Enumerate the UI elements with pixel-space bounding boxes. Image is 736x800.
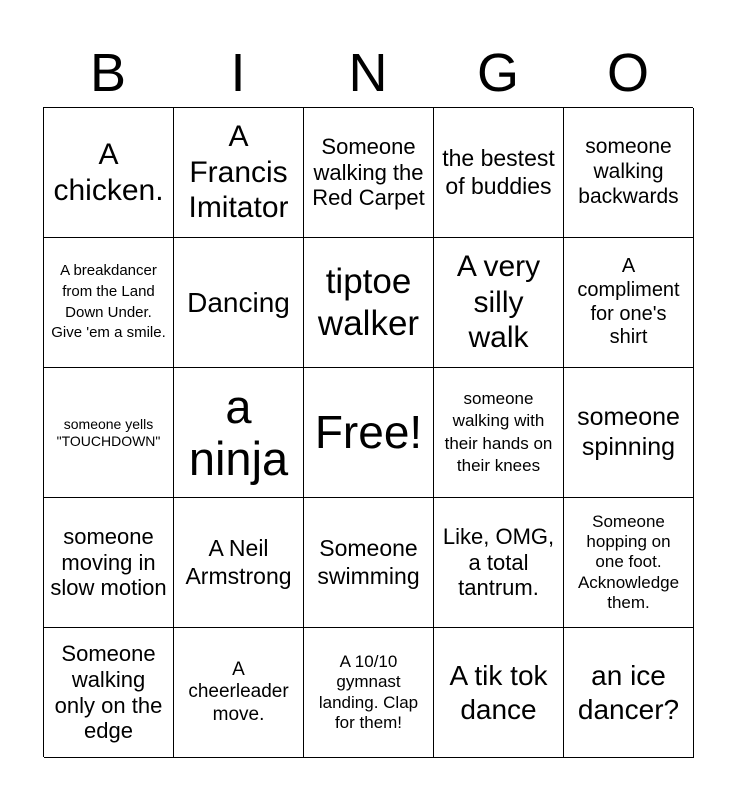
bingo-cell[interactable] bbox=[304, 108, 434, 238]
bingo-cell[interactable] bbox=[304, 238, 434, 368]
bingo-cell[interactable] bbox=[174, 498, 304, 628]
bingo-cell[interactable] bbox=[44, 628, 174, 758]
cell-text: Like, OMG, a total tantrum. bbox=[442, 523, 555, 601]
header-letter-g: G bbox=[476, 43, 519, 103]
bingo-cell[interactable] bbox=[564, 108, 694, 238]
cell-text: someone yells "TOUCHDOWN" bbox=[56, 415, 161, 449]
cell-text: a ninja bbox=[188, 379, 289, 485]
cell-text: A tik tok dance bbox=[449, 660, 548, 725]
bingo-cell[interactable] bbox=[304, 628, 434, 758]
bingo-header bbox=[43, 40, 693, 106]
cell-text: Free! bbox=[314, 406, 423, 459]
cell-text: an ice dancer? bbox=[577, 660, 680, 725]
bingo-cell[interactable] bbox=[564, 498, 694, 628]
bingo-cell[interactable] bbox=[434, 368, 564, 498]
cell-text: A breakdancer from the Land Down Under. Give 'em a smile. bbox=[51, 262, 166, 342]
cell-text: A chicken. bbox=[53, 138, 164, 207]
bingo-cell[interactable] bbox=[564, 628, 694, 758]
cell-text: A very silly walk bbox=[456, 250, 541, 355]
bingo-cell[interactable] bbox=[434, 108, 564, 238]
cell-text: A compliment for one's shirt bbox=[577, 255, 680, 349]
bingo-cell[interactable] bbox=[174, 368, 304, 498]
cell-text: Dancing bbox=[187, 286, 290, 318]
free-space[interactable] bbox=[304, 368, 434, 498]
bingo-cell[interactable] bbox=[44, 108, 174, 238]
cell-text: A cheerleader move. bbox=[188, 658, 289, 725]
cell-text: Someone walking the Red Carpet bbox=[312, 133, 425, 211]
bingo-cell[interactable] bbox=[304, 498, 434, 628]
header-letter-i: I bbox=[230, 43, 246, 103]
cell-text: someone moving in slow motion bbox=[50, 523, 167, 601]
cell-text: the bestest of buddies bbox=[442, 145, 555, 199]
cell-text: someone walking backwards bbox=[578, 135, 679, 208]
bingo-cell[interactable] bbox=[564, 238, 694, 368]
bingo-cell[interactable] bbox=[434, 498, 564, 628]
bingo-cell[interactable] bbox=[434, 628, 564, 758]
cell-text: Someone walking only on the edge bbox=[54, 640, 163, 744]
bingo-cell[interactable] bbox=[174, 108, 304, 238]
bingo-cell[interactable] bbox=[174, 628, 304, 758]
cell-text: tiptoe walker bbox=[317, 262, 420, 343]
bingo-cell[interactable] bbox=[44, 368, 174, 498]
header-letter-n: N bbox=[348, 43, 388, 103]
cell-text: A Neil Armstrong bbox=[185, 535, 292, 589]
bingo-board bbox=[43, 107, 693, 757]
cell-text: Someone hopping on one foot. Acknowledge them. bbox=[577, 512, 680, 612]
cell-text: Someone swimming bbox=[317, 535, 420, 589]
bingo-cell[interactable] bbox=[564, 368, 694, 498]
header-letter-b: B bbox=[89, 43, 127, 103]
bingo-cell[interactable] bbox=[44, 498, 174, 628]
cell-text: A Francis Imitator bbox=[188, 120, 289, 225]
bingo-cell[interactable] bbox=[174, 238, 304, 368]
cell-text: someone walking with their hands on their knees bbox=[444, 389, 553, 475]
bingo-cell[interactable] bbox=[44, 238, 174, 368]
bingo-cell[interactable] bbox=[434, 238, 564, 368]
cell-text: A 10/10 gymnast landing. Clap for them! bbox=[318, 652, 419, 732]
cell-text: someone spinning bbox=[577, 403, 680, 461]
header-letter-o: O bbox=[606, 43, 649, 103]
